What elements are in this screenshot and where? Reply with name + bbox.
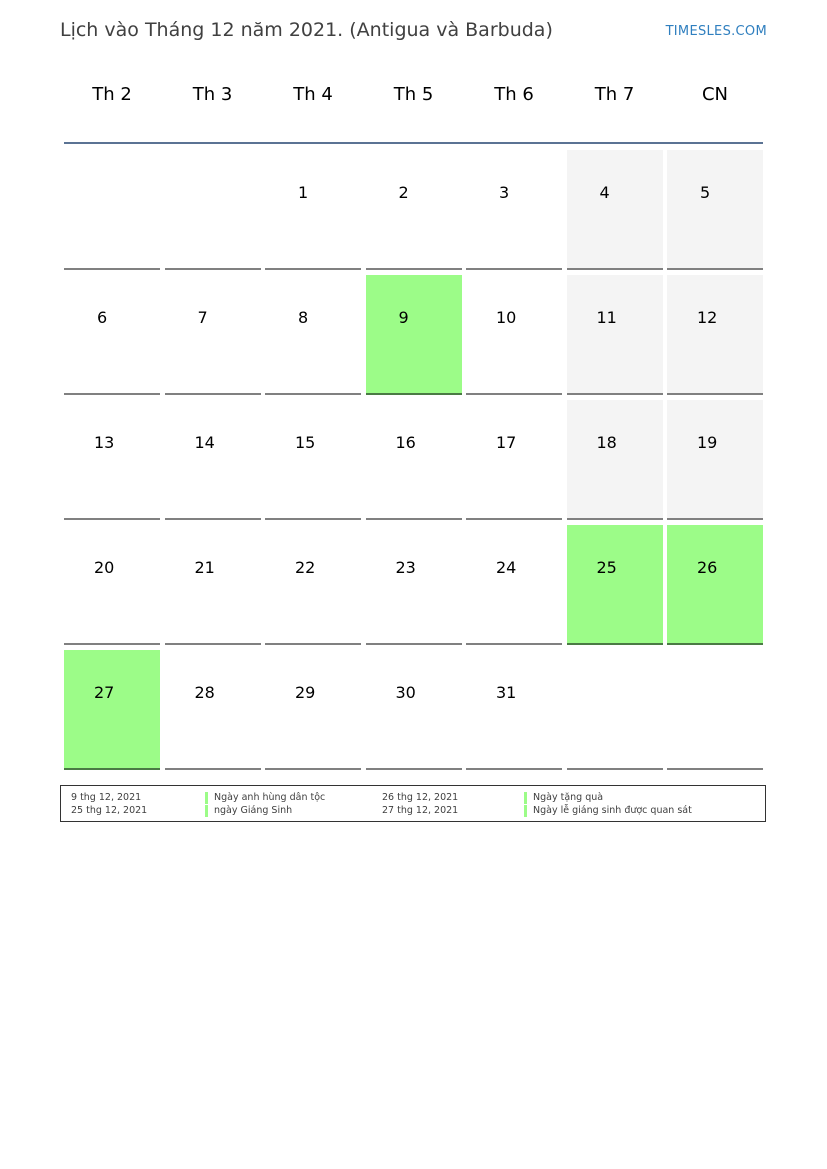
day-number: 1 — [298, 183, 309, 202]
day-number: 10 — [496, 308, 517, 327]
header-divider — [64, 142, 763, 144]
day-cell-6 — [64, 275, 160, 395]
day-number: 18 — [596, 433, 617, 452]
day-number: 8 — [298, 308, 309, 327]
day-cell-31 — [466, 650, 562, 770]
weekday-fri: Th 6 — [494, 84, 534, 105]
day-number: 21 — [194, 558, 215, 577]
day-number: 6 — [97, 308, 108, 327]
day-cell-22 — [265, 525, 361, 645]
day-cell-7 — [165, 275, 261, 395]
day-cell-10 — [466, 275, 562, 395]
weekday-thu: Th 5 — [393, 84, 434, 105]
day-number: 2 — [398, 183, 409, 202]
empty-day-cell — [64, 150, 160, 270]
day-number: 3 — [499, 183, 510, 202]
day-number: 24 — [496, 558, 517, 577]
day-number: 12 — [697, 308, 718, 327]
day-cell-18 — [567, 400, 663, 520]
day-cell-9 — [366, 275, 462, 395]
day-cell-23 — [366, 525, 462, 645]
day-number: 7 — [197, 308, 208, 327]
day-cell-27 — [64, 650, 160, 770]
day-number: 16 — [395, 433, 416, 452]
day-number: 11 — [596, 308, 617, 327]
day-cell-29 — [265, 650, 361, 770]
day-cell-25 — [567, 525, 663, 645]
day-number: 9 — [398, 308, 409, 327]
empty-day-cell — [667, 650, 763, 770]
day-cell-3 — [466, 150, 562, 270]
holiday-legend — [60, 785, 766, 822]
day-number: 30 — [395, 683, 416, 702]
day-number: 14 — [194, 433, 215, 452]
legend-date: 27 thg 12, 2021 — [382, 805, 459, 816]
day-cell-5 — [667, 150, 763, 270]
day-number: 5 — [700, 183, 711, 202]
day-cell-26 — [667, 525, 763, 645]
day-cell-14 — [165, 400, 261, 520]
day-cell-1 — [265, 150, 361, 270]
day-cell-24 — [466, 525, 562, 645]
day-number: 17 — [496, 433, 517, 452]
legend-holiday-name: Ngày tặng quà — [524, 792, 603, 804]
day-cell-17 — [466, 400, 562, 520]
day-cell-11 — [567, 275, 663, 395]
day-cell-21 — [165, 525, 261, 645]
legend-holiday-name: ngày Giáng Sinh — [205, 805, 292, 817]
brand-link[interactable]: TIMESLES.COM — [665, 24, 767, 39]
day-cell-4 — [567, 150, 663, 270]
day-number: 23 — [395, 558, 416, 577]
day-number: 4 — [599, 183, 610, 202]
weekday-mon: Th 2 — [92, 84, 132, 105]
weekday-sat: Th 7 — [594, 84, 635, 105]
day-cell-20 — [64, 525, 160, 645]
legend-holiday-name: Ngày lễ giáng sinh được quan sát — [524, 805, 692, 817]
legend-date: 25 thg 12, 2021 — [71, 805, 148, 816]
day-number: 25 — [596, 558, 617, 577]
day-number: 28 — [194, 683, 215, 702]
weekday-sun: CN — [701, 84, 729, 105]
day-cell-19 — [667, 400, 763, 520]
day-number: 19 — [697, 433, 718, 452]
day-number: 26 — [697, 558, 718, 577]
day-cell-28 — [165, 650, 261, 770]
day-number: 20 — [94, 558, 115, 577]
legend-holiday-name: Ngày anh hùng dân tộc — [205, 792, 325, 804]
day-cell-8 — [265, 275, 361, 395]
weekday-header — [64, 84, 763, 124]
empty-day-cell — [567, 650, 663, 770]
day-cell-15 — [265, 400, 361, 520]
weekday-wed: Th 4 — [293, 84, 333, 105]
day-number: 13 — [94, 433, 115, 452]
day-number: 22 — [295, 558, 316, 577]
day-cell-2 — [366, 150, 462, 270]
day-cell-12 — [667, 275, 763, 395]
day-cell-16 — [366, 400, 462, 520]
page-title: Lịch vào Tháng 12 năm 2021. (Antigua và Barbuda) — [60, 19, 553, 41]
legend-date: 26 thg 12, 2021 — [382, 792, 459, 803]
day-cell-13 — [64, 400, 160, 520]
day-number: 15 — [295, 433, 316, 452]
day-number: 29 — [295, 683, 316, 702]
day-cell-30 — [366, 650, 462, 770]
empty-day-cell — [165, 150, 261, 270]
weekday-tue: Th 3 — [192, 84, 233, 105]
day-number: 31 — [496, 683, 517, 702]
day-number: 27 — [94, 683, 115, 702]
legend-date: 9 thg 12, 2021 — [71, 792, 142, 803]
